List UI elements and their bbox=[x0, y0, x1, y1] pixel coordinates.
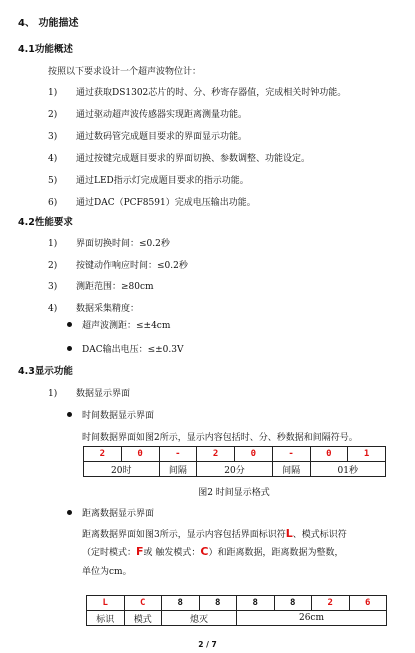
list-text: 通过LED指示灯完成题目要求的指示功能。 bbox=[76, 176, 249, 186]
list-item bbox=[48, 107, 247, 120]
time-description: 时间数据界面如图2所示，显示内容包括时、分、秒数据和间隔符号。 bbox=[82, 433, 358, 443]
list-text: 按键动作响应时间：≤0.2秒 bbox=[76, 260, 188, 271]
list-item bbox=[48, 301, 139, 314]
segment-label: 标识 bbox=[87, 611, 125, 626]
list-number: 6) bbox=[48, 198, 58, 208]
list-text: 通过数码管完成题目要求的界面显示功能。 bbox=[76, 132, 248, 142]
list-number: 3) bbox=[48, 282, 58, 292]
distance-display-table bbox=[86, 595, 387, 626]
segment-digit: L bbox=[87, 596, 125, 611]
bullet-dot bbox=[67, 510, 72, 515]
segment-label: 模式 bbox=[124, 611, 162, 626]
list-number: 1) bbox=[48, 389, 58, 399]
list-text: 数据采集精度： bbox=[76, 303, 140, 314]
bullet-text-ultrasonic: 超声波测距：≤±4cm bbox=[82, 321, 171, 331]
segment-digit: 0 bbox=[310, 447, 348, 462]
segment-digit-off: 8 bbox=[274, 596, 312, 611]
label-row bbox=[87, 611, 387, 626]
label-row bbox=[84, 462, 386, 477]
list-item bbox=[48, 195, 256, 208]
list-item bbox=[48, 85, 346, 98]
bullet-text-time: 时间数据显示界面 bbox=[82, 411, 155, 421]
bullet-dot bbox=[67, 322, 72, 327]
distance-description-line2 bbox=[82, 545, 344, 558]
list-text: 数据显示界面 bbox=[76, 389, 131, 399]
list-item bbox=[48, 151, 310, 164]
desc-text: 、模式标识符 bbox=[292, 530, 347, 540]
list-item bbox=[48, 386, 130, 399]
segment-digit: 1 bbox=[348, 447, 386, 462]
distance-description-line3: 单位为cm。 bbox=[82, 567, 132, 577]
subsection-heading-4-2: 4.2性能要求 bbox=[18, 217, 73, 228]
bullet-text-dac: DAC输出电压：≤±0.3V bbox=[82, 345, 184, 355]
list-number: 1) bbox=[48, 88, 58, 98]
distance-description-line1 bbox=[82, 527, 347, 540]
intro-text: 按照以下要求设计一个超声波物位计： bbox=[48, 67, 202, 77]
list-number: 4) bbox=[48, 303, 58, 314]
bullet-dot bbox=[67, 412, 72, 417]
list-text: 测距范围：≥80cm bbox=[76, 282, 154, 292]
segment-digit-off: 8 bbox=[162, 596, 200, 611]
list-text: 通过按键完成题目要求的界面切换、参数调整、功能设定。 bbox=[76, 154, 311, 164]
list-item bbox=[48, 129, 247, 142]
segment-digit: 2 bbox=[84, 447, 122, 462]
segment-label: 26cm bbox=[237, 611, 387, 626]
desc-text: 或 触发模式： bbox=[143, 548, 201, 558]
trigger-mode-symbol: C bbox=[200, 545, 209, 558]
list-text: 界面切换时间：≤0.2秒 bbox=[76, 239, 170, 249]
desc-text: ）和距离数据，距离数据为整数， bbox=[208, 548, 344, 558]
identifier-symbol: L bbox=[285, 527, 293, 540]
segment-digit: 0 bbox=[121, 447, 159, 462]
subsection-heading-4-3: 4.3显示功能 bbox=[18, 366, 73, 377]
segment-label: 熄灭 bbox=[162, 611, 237, 626]
segment-label: 20时 bbox=[84, 462, 160, 477]
list-number: 2) bbox=[48, 260, 58, 271]
list-item bbox=[48, 236, 170, 249]
bullet-text-distance: 距离数据显示界面 bbox=[82, 509, 155, 519]
list-item bbox=[48, 258, 188, 271]
list-text: 通过DAC（PCF8591）完成电压输出功能。 bbox=[76, 198, 256, 208]
segment-digit: - bbox=[272, 447, 310, 462]
timed-mode-symbol: F bbox=[136, 545, 144, 558]
segment-digit: 6 bbox=[349, 596, 387, 611]
segment-digit: 2 bbox=[197, 447, 235, 462]
segment-label: 间隔 bbox=[159, 462, 197, 477]
time-display-table bbox=[83, 446, 386, 477]
segment-label: 01秒 bbox=[310, 462, 386, 477]
list-text: 通过获取DS1302芯片的时、分、秒寄存器值，完成相关时钟功能。 bbox=[76, 88, 347, 98]
list-item bbox=[48, 279, 154, 292]
list-text: 通过驱动超声波传感器实现距离测量功能。 bbox=[76, 110, 248, 120]
list-item bbox=[48, 173, 249, 186]
bullet-dot bbox=[67, 346, 72, 351]
digit-row bbox=[87, 596, 387, 611]
desc-text: （定时模式： bbox=[82, 548, 137, 558]
list-number: 3) bbox=[48, 132, 58, 142]
segment-digit-off: 8 bbox=[199, 596, 237, 611]
section-heading: 4、 功能描述 bbox=[18, 18, 79, 29]
segment-digit: - bbox=[159, 447, 197, 462]
list-number: 2) bbox=[48, 110, 58, 120]
figure-caption: 图2 时间显示格式 bbox=[198, 488, 270, 498]
segment-digit-off: 8 bbox=[237, 596, 275, 611]
segment-digit: 2 bbox=[312, 596, 350, 611]
list-number: 1) bbox=[48, 239, 58, 249]
page-number: 2 / 7 bbox=[198, 640, 217, 649]
list-number: 5) bbox=[48, 176, 58, 186]
subsection-heading-4-1: 4.1功能概述 bbox=[18, 44, 73, 55]
list-number: 4) bbox=[48, 154, 58, 164]
segment-digit: 0 bbox=[235, 447, 273, 462]
segment-label: 间隔 bbox=[272, 462, 310, 477]
segment-digit: C bbox=[124, 596, 162, 611]
segment-label: 20分 bbox=[197, 462, 273, 477]
desc-text: 距离数据界面如图3所示，显示内容包括界面标识符 bbox=[82, 530, 286, 540]
digit-row bbox=[84, 447, 386, 462]
